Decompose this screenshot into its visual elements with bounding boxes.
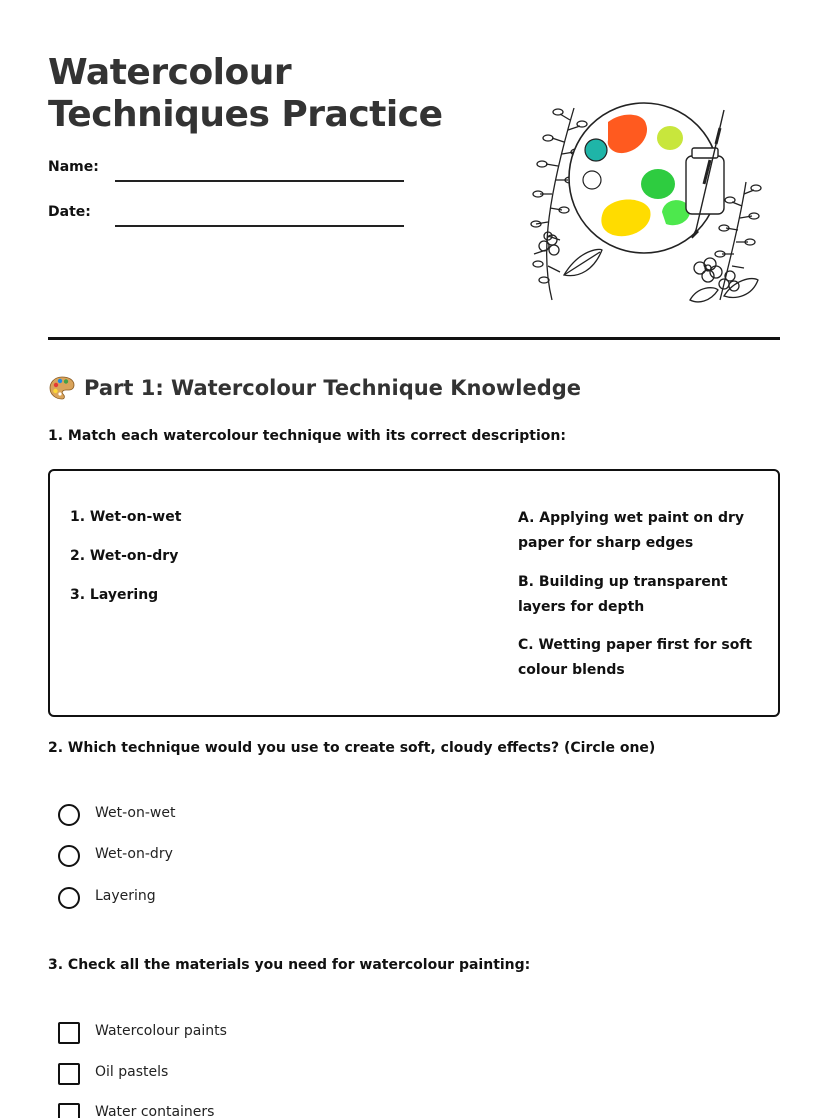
checkbox[interactable] [58,1022,80,1044]
paint-blob-green [641,169,675,199]
q2-option-label: Layering [95,888,156,904]
q3-option[interactable] [58,1021,227,1045]
date-field[interactable] [115,225,404,227]
part1-heading [48,374,581,402]
watercolour-palette-illustration [524,100,764,310]
technique-item: 2. Wet-on-dry [70,548,179,564]
header-divider [48,337,780,340]
q2-option[interactable] [58,803,176,827]
q2-option-label: Wet-on-dry [95,846,173,862]
q2-option[interactable] [58,844,173,868]
name-label: Name: [48,159,99,175]
description-item: B. Building up transparent layers for depth [518,574,728,615]
q3-option[interactable] [58,1102,215,1118]
description-item: A. Applying wet paint on dry paper for sharp edges [518,510,745,551]
q3-option[interactable] [58,1062,169,1086]
part1-title: Part 1: Watercolour Technique Knowledge [84,376,582,400]
description-item: C. Wetting paper first for soft colour blends [518,637,753,678]
q2-option[interactable] [58,886,156,910]
q3-option-label: Watercolour paints [95,1023,227,1039]
technique-item: 1. Wet-on-wet [70,509,182,525]
palette-emoji-icon [48,374,76,402]
radio-circle[interactable] [58,887,80,909]
paint-well-teal [585,139,607,161]
checkbox[interactable] [58,1063,80,1085]
matching-box [48,469,780,717]
checkbox[interactable] [58,1103,80,1118]
radio-circle[interactable] [58,845,80,867]
name-field[interactable] [115,180,404,182]
question-2-prompt: 2. Which technique would you use to create soft, cloudy effects? (Circle one) [48,740,656,756]
worksheet-title: Watercolour Techniques Practice [48,52,443,135]
question-1-prompt: 1. Match each watercolour technique with its correct description: [48,428,566,444]
radio-circle[interactable] [58,804,80,826]
date-label: Date: [48,204,91,220]
paint-blob-lime [657,126,683,150]
question-3-prompt: 3. Check all the materials you need for watercolour painting: [48,957,531,973]
q3-option-label: Oil pastels [95,1064,169,1080]
q2-option-label: Wet-on-wet [95,805,176,821]
paint-well-empty [583,171,601,189]
technique-item: 3. Layering [70,587,159,603]
q3-option-label: Water containers [95,1104,215,1118]
